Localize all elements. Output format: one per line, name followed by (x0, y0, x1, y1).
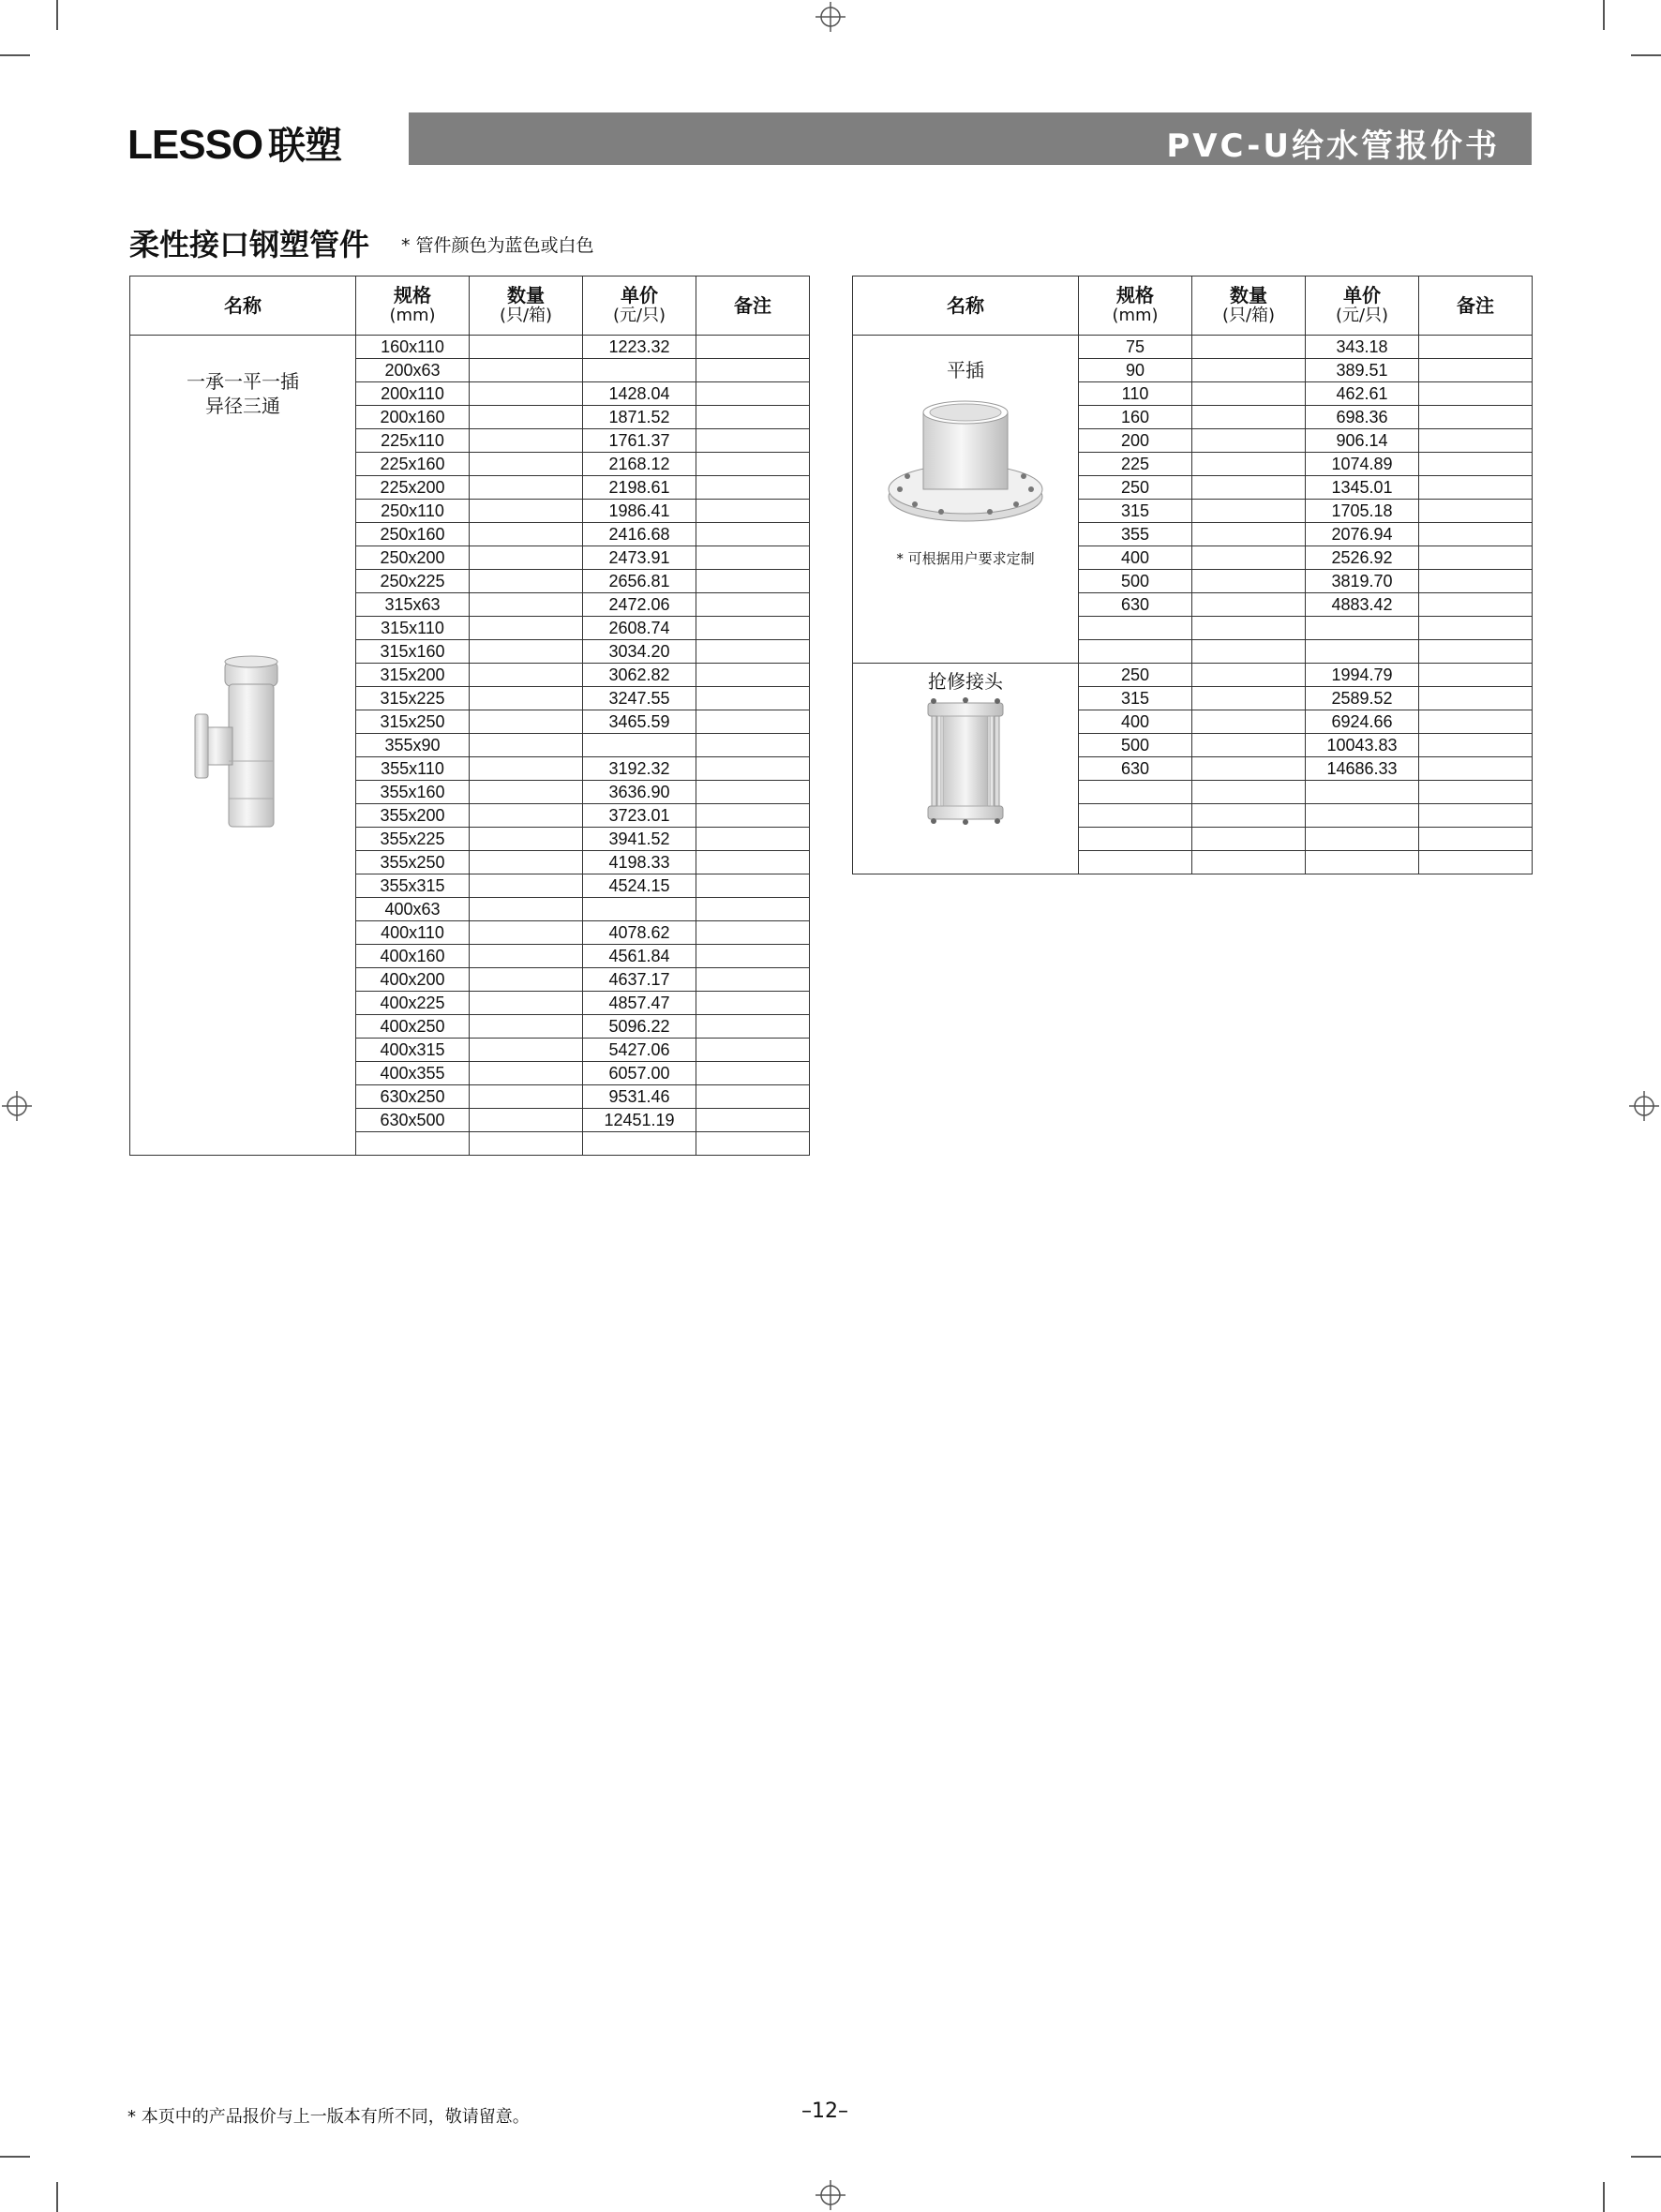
remark-cell (696, 523, 810, 546)
spec-cell: 355x250 (356, 851, 470, 874)
remark-cell (696, 1062, 810, 1085)
column-header-remark: 备注 (696, 276, 810, 336)
price-cell: 6057.00 (583, 1062, 696, 1085)
remark-cell (1419, 429, 1533, 453)
spec-cell: 630 (1079, 593, 1192, 617)
brand-latin: LESSO (127, 122, 263, 168)
spec-cell (1079, 640, 1192, 664)
qty-cell (1192, 640, 1306, 664)
qty-cell (470, 570, 583, 593)
column-header-price: 单价 (元/只) (1306, 276, 1419, 336)
price-cell: 3465.59 (583, 710, 696, 734)
spec-cell: 355x160 (356, 781, 470, 804)
remark-cell (696, 406, 810, 429)
remark-cell (1419, 757, 1533, 781)
custom-order-note: * 可根据用户要求定制 (896, 550, 1035, 567)
product-image (130, 649, 355, 842)
qty-cell (470, 921, 583, 945)
remark-cell (1419, 336, 1533, 359)
qty-cell (470, 804, 583, 828)
price-cell: 14686.33 (1306, 757, 1419, 781)
qty-cell (1192, 804, 1306, 828)
spec-cell: 400x63 (356, 898, 470, 921)
spec-cell (1079, 781, 1192, 804)
spec-cell: 400x160 (356, 945, 470, 968)
remark-cell (696, 359, 810, 382)
spec-cell: 355x200 (356, 804, 470, 828)
remark-cell (696, 664, 810, 687)
spec-cell: 200x63 (356, 359, 470, 382)
spec-cell: 160x110 (356, 336, 470, 359)
remark-cell (696, 734, 810, 757)
qty-cell (1192, 359, 1306, 382)
spec-cell: 400x110 (356, 921, 470, 945)
qty-cell (1192, 617, 1306, 640)
spec-cell: 315x200 (356, 664, 470, 687)
price-cell: 6924.66 (1306, 710, 1419, 734)
qty-cell (1192, 710, 1306, 734)
remark-cell (1419, 500, 1533, 523)
price-cell: 462.61 (1306, 382, 1419, 406)
spec-cell: 355 (1079, 523, 1192, 546)
spec-cell: 75 (1079, 336, 1192, 359)
price-cell (583, 898, 696, 921)
qty-cell (470, 1062, 583, 1085)
price-cell: 12451.19 (583, 1109, 696, 1132)
remark-cell (696, 851, 810, 874)
qty-cell (470, 757, 583, 781)
price-cell (583, 1132, 696, 1156)
price-cell: 1345.01 (1306, 476, 1419, 500)
remark-cell (696, 1085, 810, 1109)
remark-cell (696, 617, 810, 640)
spec-cell: 160 (1079, 406, 1192, 429)
price-cell: 4524.15 (583, 874, 696, 898)
remark-cell (696, 570, 810, 593)
qty-cell (470, 1132, 583, 1156)
price-cell: 1223.32 (583, 336, 696, 359)
price-cell: 2526.92 (1306, 546, 1419, 570)
qty-cell (1192, 781, 1306, 804)
remark-cell (696, 898, 810, 921)
spec-cell: 250x160 (356, 523, 470, 546)
qty-cell (1192, 570, 1306, 593)
spec-cell: 250 (1079, 476, 1192, 500)
qty-cell (470, 640, 583, 664)
spec-cell: 90 (1079, 359, 1192, 382)
spec-cell (1079, 804, 1192, 828)
spec-cell: 355x315 (356, 874, 470, 898)
price-cell: 4857.47 (583, 992, 696, 1015)
column-header-name: 名称 (130, 276, 356, 336)
spec-cell: 250x110 (356, 500, 470, 523)
qty-cell (470, 781, 583, 804)
remark-cell (1419, 734, 1533, 757)
price-cell: 2198.61 (583, 476, 696, 500)
price-cell: 4078.62 (583, 921, 696, 945)
crop-mark (1603, 0, 1605, 30)
price-cell: 2608.74 (583, 617, 696, 640)
qty-cell (470, 453, 583, 476)
remark-cell (1419, 640, 1533, 664)
remark-cell (696, 1039, 810, 1062)
qty-cell (470, 336, 583, 359)
qty-cell (1192, 523, 1306, 546)
spec-cell: 315x63 (356, 593, 470, 617)
spec-cell: 315 (1079, 687, 1192, 710)
qty-cell (1192, 828, 1306, 851)
spec-cell: 315 (1079, 500, 1192, 523)
spec-cell: 250x225 (356, 570, 470, 593)
price-cell: 3723.01 (583, 804, 696, 828)
qty-cell (470, 992, 583, 1015)
spec-cell: 225x200 (356, 476, 470, 500)
remark-cell (1419, 664, 1533, 687)
price-cell (1306, 617, 1419, 640)
table-row (853, 664, 1533, 687)
qty-cell (1192, 546, 1306, 570)
qty-cell (470, 476, 583, 500)
spec-cell: 630x250 (356, 1085, 470, 1109)
price-cell: 2076.94 (1306, 523, 1419, 546)
spec-cell: 500 (1079, 734, 1192, 757)
price-cell: 1994.79 (1306, 664, 1419, 687)
qty-cell (470, 546, 583, 570)
product-name-cell (130, 336, 356, 1156)
table-header-row (853, 276, 1533, 336)
qty-cell (470, 898, 583, 921)
product-name-line2: 异径三通 (205, 395, 280, 417)
price-cell: 5096.22 (583, 1015, 696, 1039)
price-cell (1306, 851, 1419, 874)
remark-cell (696, 453, 810, 476)
registration-mark-icon (816, 2, 845, 32)
qty-cell (470, 500, 583, 523)
section-note: * 管件颜色为蓝色或白色 (401, 235, 594, 256)
price-cell: 389.51 (1306, 359, 1419, 382)
qty-cell (470, 406, 583, 429)
price-cell: 1871.52 (583, 406, 696, 429)
remark-cell (696, 1109, 810, 1132)
remark-cell (1419, 476, 1533, 500)
remark-cell (1419, 359, 1533, 382)
price-cell: 2168.12 (583, 453, 696, 476)
spec-cell: 400x200 (356, 968, 470, 992)
price-cell: 4198.33 (583, 851, 696, 874)
remark-cell (1419, 593, 1533, 617)
price-cell: 2656.81 (583, 570, 696, 593)
table-header-row (130, 276, 810, 336)
remark-cell (696, 382, 810, 406)
spec-cell (356, 1132, 470, 1156)
remark-cell (696, 781, 810, 804)
table-row (130, 336, 810, 359)
spec-cell: 225x110 (356, 429, 470, 453)
section-title: 柔性接口钢塑管件 (129, 227, 370, 262)
price-cell: 1074.89 (1306, 453, 1419, 476)
remark-cell (696, 687, 810, 710)
qty-cell (1192, 429, 1306, 453)
qty-cell (1192, 687, 1306, 710)
remark-cell (696, 945, 810, 968)
qty-cell (470, 710, 583, 734)
crop-mark (0, 2156, 30, 2158)
column-header-name: 名称 (853, 276, 1079, 336)
qty-cell (470, 687, 583, 710)
table-row (853, 336, 1533, 359)
price-cell: 1705.18 (1306, 500, 1419, 523)
price-cell: 5427.06 (583, 1039, 696, 1062)
qty-cell (470, 968, 583, 992)
price-cell: 2589.52 (1306, 687, 1419, 710)
footer-note: * 本页中的产品报价与上一版本有所不同，敬请留意。 (127, 2107, 530, 2127)
spec-cell: 200 (1079, 429, 1192, 453)
header-bar (409, 112, 1532, 165)
repair-coupling-icon (919, 695, 1012, 827)
remark-cell (696, 429, 810, 453)
product-image (853, 695, 1078, 832)
price-cell: 4637.17 (583, 968, 696, 992)
registration-mark-icon (816, 2180, 845, 2210)
price-cell (1306, 828, 1419, 851)
remark-cell (1419, 804, 1533, 828)
spec-cell: 400x225 (356, 992, 470, 1015)
price-cell (1306, 781, 1419, 804)
spec-cell: 315x110 (356, 617, 470, 640)
brand-logo (127, 116, 341, 170)
column-header-spec: 规格 (mm) (356, 276, 470, 336)
qty-cell (1192, 453, 1306, 476)
column-header-price: 单价 (元/只) (583, 276, 696, 336)
spec-cell: 200x110 (356, 382, 470, 406)
qty-cell (1192, 593, 1306, 617)
price-cell (1306, 640, 1419, 664)
crop-mark (0, 54, 30, 56)
price-cell: 3034.20 (583, 640, 696, 664)
product-name-cell (853, 336, 1079, 664)
price-cell (583, 359, 696, 382)
remark-cell (696, 546, 810, 570)
qty-cell (470, 664, 583, 687)
qty-cell (470, 1015, 583, 1039)
spec-cell: 315x225 (356, 687, 470, 710)
price-cell: 3062.82 (583, 664, 696, 687)
qty-cell (470, 734, 583, 757)
price-cell: 698.36 (1306, 406, 1419, 429)
qty-cell (470, 945, 583, 968)
spec-cell: 355x110 (356, 757, 470, 781)
price-cell: 1761.37 (583, 429, 696, 453)
price-cell: 2472.06 (583, 593, 696, 617)
spec-cell: 315x250 (356, 710, 470, 734)
crop-mark (56, 2182, 58, 2212)
spec-cell: 250x200 (356, 546, 470, 570)
remark-cell (696, 757, 810, 781)
brand-chinese: 联塑 (268, 125, 342, 168)
column-header-remark: 备注 (1419, 276, 1533, 336)
left-price-table (129, 276, 810, 1156)
spec-cell: 110 (1079, 382, 1192, 406)
remark-cell (696, 336, 810, 359)
spec-cell: 400x355 (356, 1062, 470, 1085)
spec-cell: 355x90 (356, 734, 470, 757)
qty-cell (470, 382, 583, 406)
remark-cell (696, 874, 810, 898)
spec-cell: 225 (1079, 453, 1192, 476)
price-cell (583, 734, 696, 757)
crop-mark (1631, 2156, 1661, 2158)
remark-cell (1419, 382, 1533, 406)
spec-cell: 250 (1079, 664, 1192, 687)
product-name: 抢修接头 (928, 670, 1003, 693)
remark-cell (1419, 851, 1533, 874)
price-cell: 3819.70 (1306, 570, 1419, 593)
qty-cell (470, 617, 583, 640)
spec-cell: 200x160 (356, 406, 470, 429)
column-header-spec: 规格 (mm) (1079, 276, 1192, 336)
qty-cell (1192, 757, 1306, 781)
price-cell: 4883.42 (1306, 593, 1419, 617)
price-cell: 3941.52 (583, 828, 696, 851)
price-cell: 9531.46 (583, 1085, 696, 1109)
remark-cell (696, 710, 810, 734)
flanged-spigot-icon (881, 396, 1050, 536)
qty-cell (1192, 851, 1306, 874)
qty-cell (1192, 382, 1306, 406)
remark-cell (696, 828, 810, 851)
price-cell: 1986.41 (583, 500, 696, 523)
spec-cell: 400 (1079, 546, 1192, 570)
qty-cell (470, 1039, 583, 1062)
price-cell: 3192.32 (583, 757, 696, 781)
remark-cell (696, 640, 810, 664)
remark-cell (1419, 523, 1533, 546)
qty-cell (1192, 500, 1306, 523)
remark-cell (696, 992, 810, 1015)
remark-cell (696, 804, 810, 828)
remark-cell (1419, 406, 1533, 429)
remark-cell (1419, 453, 1533, 476)
remark-cell (1419, 828, 1533, 851)
crop-mark (1631, 54, 1661, 56)
qty-cell (1192, 406, 1306, 429)
qty-cell (470, 828, 583, 851)
page-number: –12– (801, 2100, 848, 2123)
remark-cell (696, 476, 810, 500)
qty-cell (1192, 664, 1306, 687)
qty-cell (470, 874, 583, 898)
remark-cell (696, 968, 810, 992)
qty-cell (1192, 336, 1306, 359)
crop-mark (56, 0, 58, 30)
product-name-line1: 一承一平一插 (187, 370, 299, 393)
price-cell: 10043.83 (1306, 734, 1419, 757)
spec-cell (1079, 851, 1192, 874)
remark-cell (696, 921, 810, 945)
column-header-qty: 数量 (只/箱) (470, 276, 583, 336)
qty-cell (470, 593, 583, 617)
qty-cell (470, 851, 583, 874)
qty-cell (470, 523, 583, 546)
qty-cell (470, 1085, 583, 1109)
registration-mark-icon (1629, 1091, 1659, 1121)
price-cell: 2473.91 (583, 546, 696, 570)
price-cell (1306, 804, 1419, 828)
registration-mark-icon (2, 1091, 32, 1121)
qty-cell (470, 359, 583, 382)
remark-cell (1419, 570, 1533, 593)
remark-cell (1419, 710, 1533, 734)
right-price-table (852, 276, 1533, 874)
spec-cell (1079, 828, 1192, 851)
price-cell: 906.14 (1306, 429, 1419, 453)
price-cell: 3636.90 (583, 781, 696, 804)
remark-cell (1419, 617, 1533, 640)
spec-cell: 400x250 (356, 1015, 470, 1039)
product-name: 平插 (947, 359, 984, 381)
spec-cell (1079, 617, 1192, 640)
remark-cell (1419, 546, 1533, 570)
price-cell: 343.18 (1306, 336, 1419, 359)
remark-cell (696, 1015, 810, 1039)
column-header-qty: 数量 (只/箱) (1192, 276, 1306, 336)
spec-cell: 315x160 (356, 640, 470, 664)
price-cell: 4561.84 (583, 945, 696, 968)
spec-cell: 630x500 (356, 1109, 470, 1132)
qty-cell (470, 429, 583, 453)
qty-cell (1192, 476, 1306, 500)
spec-cell: 630 (1079, 757, 1192, 781)
spec-cell: 500 (1079, 570, 1192, 593)
spec-cell: 225x160 (356, 453, 470, 476)
product-name-cell (853, 664, 1079, 874)
price-cell: 3247.55 (583, 687, 696, 710)
spec-cell: 355x225 (356, 828, 470, 851)
remark-cell (696, 500, 810, 523)
remark-cell (1419, 687, 1533, 710)
remark-cell (696, 593, 810, 617)
reducing-tee-fitting-icon (182, 649, 304, 836)
qty-cell (1192, 734, 1306, 757)
spec-cell: 400 (1079, 710, 1192, 734)
qty-cell (470, 1109, 583, 1132)
crop-mark (1603, 2182, 1605, 2212)
remark-cell (696, 1132, 810, 1156)
product-image (853, 396, 1078, 542)
price-cell: 1428.04 (583, 382, 696, 406)
remark-cell (1419, 781, 1533, 804)
spec-cell: 400x315 (356, 1039, 470, 1062)
header-title: PVC-U给水管报价书 (1166, 127, 1500, 165)
price-cell: 2416.68 (583, 523, 696, 546)
